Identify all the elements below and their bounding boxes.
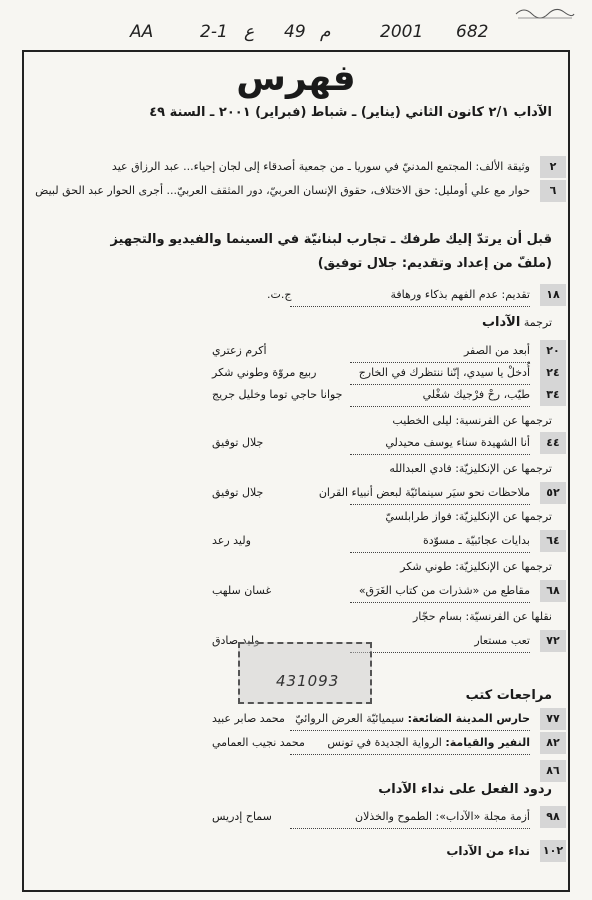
scribble-mark (514, 4, 576, 22)
page-number: ٨٢ (540, 732, 566, 754)
handwritten-volume: 49 (284, 22, 306, 42)
toc-entry[interactable] (22, 362, 570, 384)
page-title: فهرس (236, 58, 356, 99)
library-stamp (238, 642, 372, 704)
toc-entry[interactable] (22, 432, 570, 454)
toc-entry[interactable] (22, 284, 570, 306)
handwritten-issue: 2-1 (200, 22, 228, 42)
translation-label (482, 312, 552, 334)
page-number: ٩٨ (540, 806, 566, 828)
entry-author: جلال توفيق (212, 486, 264, 499)
entry-text: ملاحظات نحو سيَر سينمائيّة لبعض أنبياء القران (350, 482, 530, 505)
entry-text: حوار مع علي أومليل: حق الاختلاف، حقوق الإنسان العربيّ، دور المثقف العربيّ... أجرى الحوار عبد الحق لبيض (35, 184, 530, 197)
entry-text: تعب مستعار (350, 630, 530, 653)
entry-text: نداء من الآداب (446, 844, 530, 858)
entry-text: وثيقة الألف: المجتمع المدنيّ في سوريا ـ من جمعية أصدقاء إلى لجان إحياء... عبد الرزاق عيد (111, 160, 530, 173)
toc-entry[interactable] (22, 708, 570, 730)
entry-author: أكرم زعتري (212, 344, 267, 357)
toc-entry[interactable] (22, 156, 570, 178)
translator-note: ترجمها عن الإنكليزيّة: فواز طرابلسيّ (385, 510, 552, 523)
translator-note: ترجمها عن الإنكليزيّة: طوني شكر (400, 560, 552, 573)
page-number: ٦٤ (540, 530, 566, 552)
file-subheading: (ملفّ من إعداد وتقديم: جلال توفيق) (317, 256, 552, 271)
stamp-number: 431093 (276, 672, 340, 690)
reviews-heading: مراجعات كتب (465, 688, 552, 703)
toc-entry[interactable] (22, 180, 570, 202)
entry-text: طيّب، رحْ فرْجيك شغْلي (350, 384, 530, 407)
page-number: ٧٧ (540, 708, 566, 730)
entry-text: بدايات عجائبيّة ـ مسوّدة (350, 530, 530, 553)
entry-author: ربيع مروّة وطوني شكر (212, 366, 317, 379)
handwritten-mim: م (320, 22, 331, 42)
brand-name: الآداب (481, 315, 521, 330)
page-number: ٢ (540, 156, 566, 178)
review-subject: سيميائيّة العرض الروائيّ (295, 712, 405, 725)
review-title: حارس المدينة الضائعة: (407, 712, 530, 725)
page-number: ٦ (540, 180, 566, 202)
page-number: ٣٤ (540, 384, 566, 406)
handwritten-code: 682 (456, 22, 489, 42)
translator-note: ترجمها عن الإنكليزيّة: فادي العبدالله (389, 462, 552, 475)
translator-note: نقلها عن الفرنسيّة: بسام حجّار (412, 610, 552, 623)
page-number: ٨٦ (540, 760, 566, 782)
toc-entry[interactable] (22, 806, 570, 828)
toc-entry[interactable] (22, 340, 570, 362)
handwritten-ain: ع (244, 22, 255, 42)
handwritten-year: 2001 (380, 22, 424, 42)
issue-subtitle: الآداب ٢/١ كانون الثاني (يناير) ـ شباط (فبراير) ٢٠٠١ ـ السنة ٤٩ (149, 105, 552, 120)
entry-author: جلال توفيق (212, 436, 264, 449)
entry-author: جوانا حاجي توما وخليل جريج (212, 388, 343, 401)
entry-author: ج.ت. (267, 288, 292, 301)
page-number: ٢٠ (540, 340, 566, 362)
toc-entry[interactable] (22, 482, 570, 504)
entry-author: غسان سلهب (212, 584, 272, 597)
page-number: ١٠٢ (540, 840, 566, 862)
toc-entry[interactable] (22, 580, 570, 602)
page-number: ٧٢ (540, 630, 566, 652)
page-number: ١٨ (540, 284, 566, 306)
entry-author: محمد نجيب العمامي (212, 736, 305, 749)
review-title: النفير والقيامة: (445, 736, 530, 749)
page-number: ٥٢ (540, 482, 566, 504)
toc-entry[interactable] (22, 530, 570, 552)
entry-text: أزمة مجلة «الآداب»: الطموح والخذلان (290, 806, 530, 829)
entry-author: وليد صادق (212, 634, 260, 647)
entry-author: محمد صابر عبيد (212, 712, 285, 725)
page-number: ٦٨ (540, 580, 566, 602)
entry-author: وليد رعد (212, 534, 251, 547)
handwritten-aa: AA (130, 22, 154, 42)
toc-entry[interactable] (22, 760, 570, 782)
page-number: ٤٤ (540, 432, 566, 454)
entry-text: أُدخلْ يا سيدي، إنّنا ننتظرك في الخارج (350, 362, 530, 385)
entry-text (290, 732, 530, 755)
entry-text: تقديم: عدم الفهم بذكاء ورهافة (290, 284, 530, 307)
toc-entry[interactable] (22, 840, 570, 862)
file-heading: قبل أن يرتدّ إليك طرفك ـ تجارب لبنانيّة في السينما والفيديو والتجهيز (110, 232, 552, 247)
entry-text: أنا الشهيدة سناء يوسف محيدلي (350, 432, 530, 455)
translation-prefix: ترجمة (523, 316, 552, 329)
toc-entry[interactable] (22, 384, 570, 406)
entry-author: سماح إدريس (212, 810, 272, 823)
entry-text: أبعد من الصفر (350, 340, 530, 363)
review-subject: الرواية الجديدة في تونس (327, 736, 442, 749)
responses-heading: ردود الفعل على نداء الآداب (378, 782, 552, 797)
translator-note: ترجمها عن الفرنسية: ليلى الخطيب (392, 414, 552, 427)
entry-text (290, 708, 530, 731)
page-number: ٢٤ (540, 362, 566, 384)
entry-text: مقاطع من «شذرات من كتاب الغَرَق» (350, 580, 530, 603)
toc-entry[interactable] (22, 732, 570, 754)
